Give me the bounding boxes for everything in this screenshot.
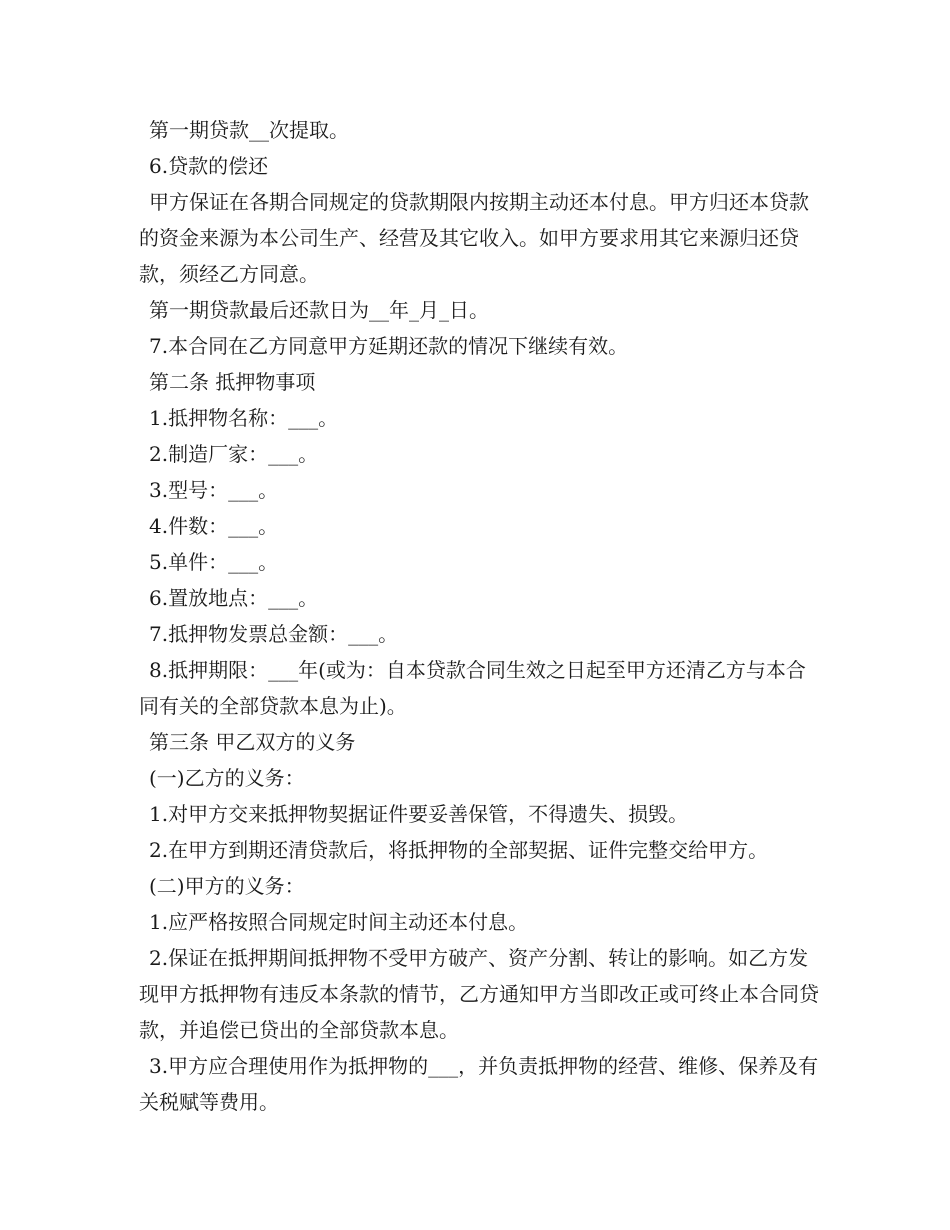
list-item: 2.在甲方到期还清贷款后，将抵押物的全部契据、证件完整交给甲方。 bbox=[149, 838, 769, 862]
list-item: 2.制造厂家：___。 bbox=[149, 442, 319, 466]
article-heading: 第二条 抵押物事项 bbox=[149, 370, 316, 394]
list-item: 4.件数：___。 bbox=[149, 514, 279, 538]
paragraph: 第一期贷款最后还款日为__年_月_日。 bbox=[149, 298, 489, 322]
list-item: 3.甲方应合理使用作为抵押物的___，并负责抵押物的经营、维修、保养及有关税赋等费用。 bbox=[139, 1054, 819, 1114]
list-item: 3.型号：___。 bbox=[149, 478, 279, 502]
subsection-heading: (二)甲方的义务： bbox=[149, 874, 305, 898]
paragraph: 甲方保证在各期合同规定的贷款期限内按期主动还本付息。甲方归还本贷款的资金来源为本公司生产、经营及其它收入。如甲方要求用其它来源归还贷款，须经乙方同意。 bbox=[139, 190, 809, 286]
subsection-heading: (一)乙方的义务： bbox=[149, 766, 305, 790]
list-item: 6.置放地点：___。 bbox=[149, 586, 319, 610]
list-item: 1.抵押物名称：___。 bbox=[149, 406, 339, 430]
list-item: 1.应严格按照合同规定时间主动还本付息。 bbox=[149, 910, 529, 934]
article-heading: 第三条 甲乙双方的义务 bbox=[149, 730, 356, 754]
list-item: 5.单件：___。 bbox=[149, 550, 279, 574]
section-heading: 6.贷款的偿还 bbox=[149, 154, 269, 178]
paragraph: 第一期贷款__次提取。 bbox=[149, 118, 349, 142]
list-item: 2.保证在抵押期间抵押物不受甲方破产、资产分割、转让的影响。如乙方发现甲方抵押物有违反本条款的情节，乙方通知甲方当即改正或可终止本合同贷款，并追偿已贷出的全部贷款本息。 bbox=[139, 946, 819, 1042]
list-item: 8.抵押期限：___年(或为：自本贷款合同生效之日起至甲方还清乙方与本合同有关的全部贷款本息为止)。 bbox=[139, 658, 806, 718]
list-item: 1.对甲方交来抵押物契据证件要妥善保管，不得遗失、损毁。 bbox=[149, 802, 689, 826]
paragraph: 7.本合同在乙方同意甲方延期还款的情况下继续有效。 bbox=[149, 334, 629, 358]
list-item: 7.抵押物发票总金额：___。 bbox=[149, 622, 399, 646]
document-body bbox=[139, 112, 819, 1120]
